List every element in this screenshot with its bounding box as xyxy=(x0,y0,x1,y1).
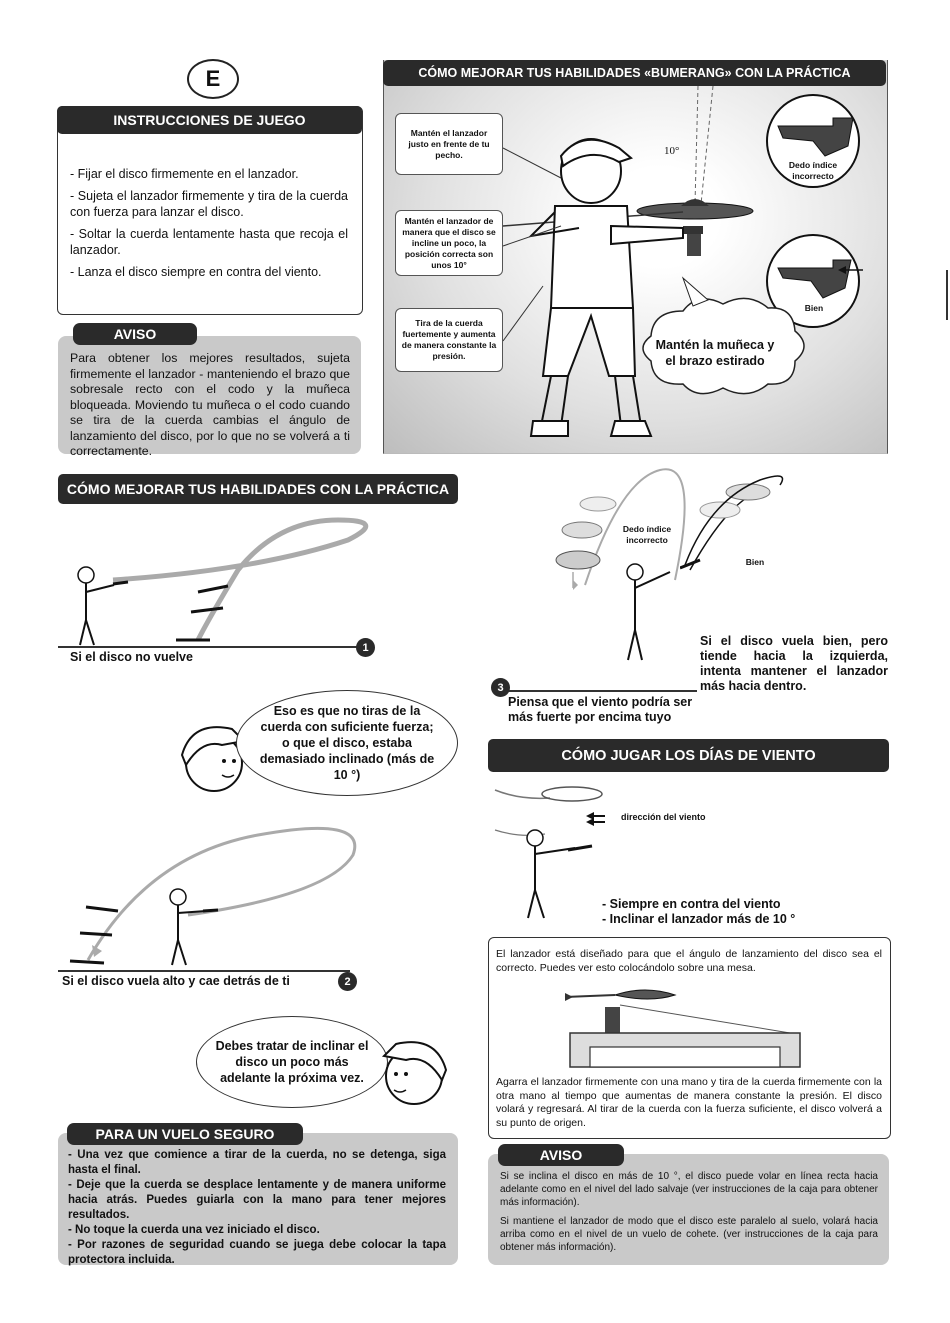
language-letter: E xyxy=(205,66,221,91)
windy-title: CÓMO JUGAR LOS DÍAS DE VIENTO xyxy=(488,739,889,772)
launcher-table-illustration xyxy=(555,985,805,1075)
ground-line-3 xyxy=(497,690,697,692)
tip-note-string: Tira de la cuerda fuertemente y aumenta de manera constante la presión. xyxy=(395,308,503,372)
practice-title: CÓMO MEJORAR TUS HABILIDADES CON LA PRÁCTICA xyxy=(58,474,458,504)
instructions-list xyxy=(70,166,348,280)
windy-tip: - Siempre en contra del viento xyxy=(602,897,781,911)
case3-caption: Piensa que el viento podría ser más fuerte por encima tuyo xyxy=(508,695,693,724)
case-number-2: 2 xyxy=(338,972,357,991)
speech-bubble-2-text: Debes tratar de inclinar el disco un poco más adelante la próxima vez. xyxy=(215,1039,369,1085)
boomerang-title: CÓMO MEJORAR TUS HABILIDADES «BUMERANG» CON LA PRÁCTICA xyxy=(383,60,886,86)
practice-illustration-2 xyxy=(58,815,378,975)
case-number-3: 3 xyxy=(491,678,510,697)
safe-item: - Una vez que comience a tirar de la cuerda, no se detenga, siga hasta el final. xyxy=(68,1149,446,1176)
safe-label: PARA UN VUELO SEGURO xyxy=(67,1123,303,1145)
right-finger-label: Bien xyxy=(804,303,824,313)
windy-tip: - Inclinar el lanzador más de 10 ° xyxy=(602,912,796,926)
language-badge xyxy=(187,59,239,99)
launcher-text-1: El lanzador está diseñado para que el ángulo de lanzamiento del disco sea el correcto. Puedes ver esto colocándolo sobre una mesa. xyxy=(496,948,882,974)
instructions-title: INSTRUCCIONES DE JUEGO xyxy=(57,106,362,134)
speech-bubble-1 xyxy=(236,690,458,796)
aviso-label: AVISO xyxy=(73,323,197,345)
ground-line-1 xyxy=(58,646,363,648)
tip-note-chest: Mantén el lanzador justo en frente de tu pecho. xyxy=(395,113,503,175)
angle-label: 10° xyxy=(664,145,680,157)
instruction-item: - Soltar la cuerda lentamente hasta que recoja el lanzador. xyxy=(70,227,348,257)
instruction-item: - Sujeta el lanzador firmemente y tira de la cuerda con fuerza para lanzar el disco. xyxy=(70,189,348,219)
aviso-text: Para obtener los mejores resultados, sujeta firmemente el lanzador - manteniendo el brazo que sobresale recto con el codo y la muñeca bloqueada. Moviendo tu muñeca o el codo cuando se tira de la cuerda cambias el ángulo de lanzamiento del disco, por lo que no se volverá a ti correctamente. xyxy=(70,351,350,458)
kid-face-2 xyxy=(376,1030,456,1110)
ground-line-2 xyxy=(58,970,350,972)
wrist-bubble-text: Mantén la muñeca y el brazo estirado xyxy=(655,338,775,368)
case2-caption: Si el disco vuela alto y cae detrás de ti xyxy=(62,974,290,988)
safe-item: - Deje que la cuerda se desplace lentamente y de manera uniforme hacia atrás. Puedes guiarla con la mano para tener mejores resultados. xyxy=(68,1179,446,1221)
practice-illustration-1 xyxy=(58,510,378,650)
speech-bubble-2 xyxy=(196,1016,388,1108)
wind-direction-label: dirección del viento xyxy=(621,812,706,822)
case3-wrong-label: Dedo índice incorrecto xyxy=(622,524,672,545)
wrong-finger-label: Dedo índice incorrecto xyxy=(788,160,838,181)
case3-side-text: Si el disco vuela bien, pero tiende hacia la izquierda, intenta mantener el lanzador más hacia dentro. xyxy=(700,634,888,693)
aviso2-label: AVISO xyxy=(498,1144,624,1166)
instruction-item: - Fijar el disco firmemente en el lanzador. xyxy=(70,167,299,181)
case3-right-label: Bien xyxy=(745,557,765,567)
safe-item: - Por razones de seguridad cuando se juega debe colocar la tapa protectora incluida. xyxy=(68,1239,446,1266)
speech-bubble-1-text: Eso es que no tiras de la cuerda con suficiente fuerza; o que el disco, estaba demasiado inclinado (más de 10 °) xyxy=(259,704,435,782)
aviso2-text-1: Si se inclina el disco en más de 10 °, el disco puede volar en línea recta hacia adelante como en el nivel del lado salvaje (ver instrucciones de la caja para obtener más información). xyxy=(500,1171,878,1208)
instruction-item: - Lanza el disco siempre en contra del viento. xyxy=(70,265,322,279)
safe-item: - No toque la cuerda una vez iniciado el disco. xyxy=(68,1224,320,1236)
page-edge-mark xyxy=(946,270,948,320)
launcher-text-2: Agarra el lanzador firmemente con una mano y tira de la cuerda firmemente con la otra mano al tiempo que aumentas de manera constante la presión. El disco volará y regresará. Al tirar de la cuerda con la fuerza suficiente, el disco volverá a su punto de origen. xyxy=(496,1076,882,1129)
aviso2-text-2: Si mantiene el lanzador de modo que el disco este paralelo al suelo, volará hacia arriba como en el nivel de un vuelo de cohete. (ver instrucciones de la caja para obtener más información). xyxy=(500,1216,878,1253)
safe-list xyxy=(68,1148,446,1268)
case-number-1: 1 xyxy=(356,638,375,657)
windy-tips xyxy=(602,897,795,927)
windy-illustration xyxy=(490,780,620,930)
practice-illustration-3b xyxy=(680,470,790,580)
case1-caption: Si el disco no vuelve xyxy=(70,650,193,664)
tip-note-angle: Mantén el lanzador de manera que el disco se incline un poco, la posición correcta son unos 10° xyxy=(395,210,503,276)
